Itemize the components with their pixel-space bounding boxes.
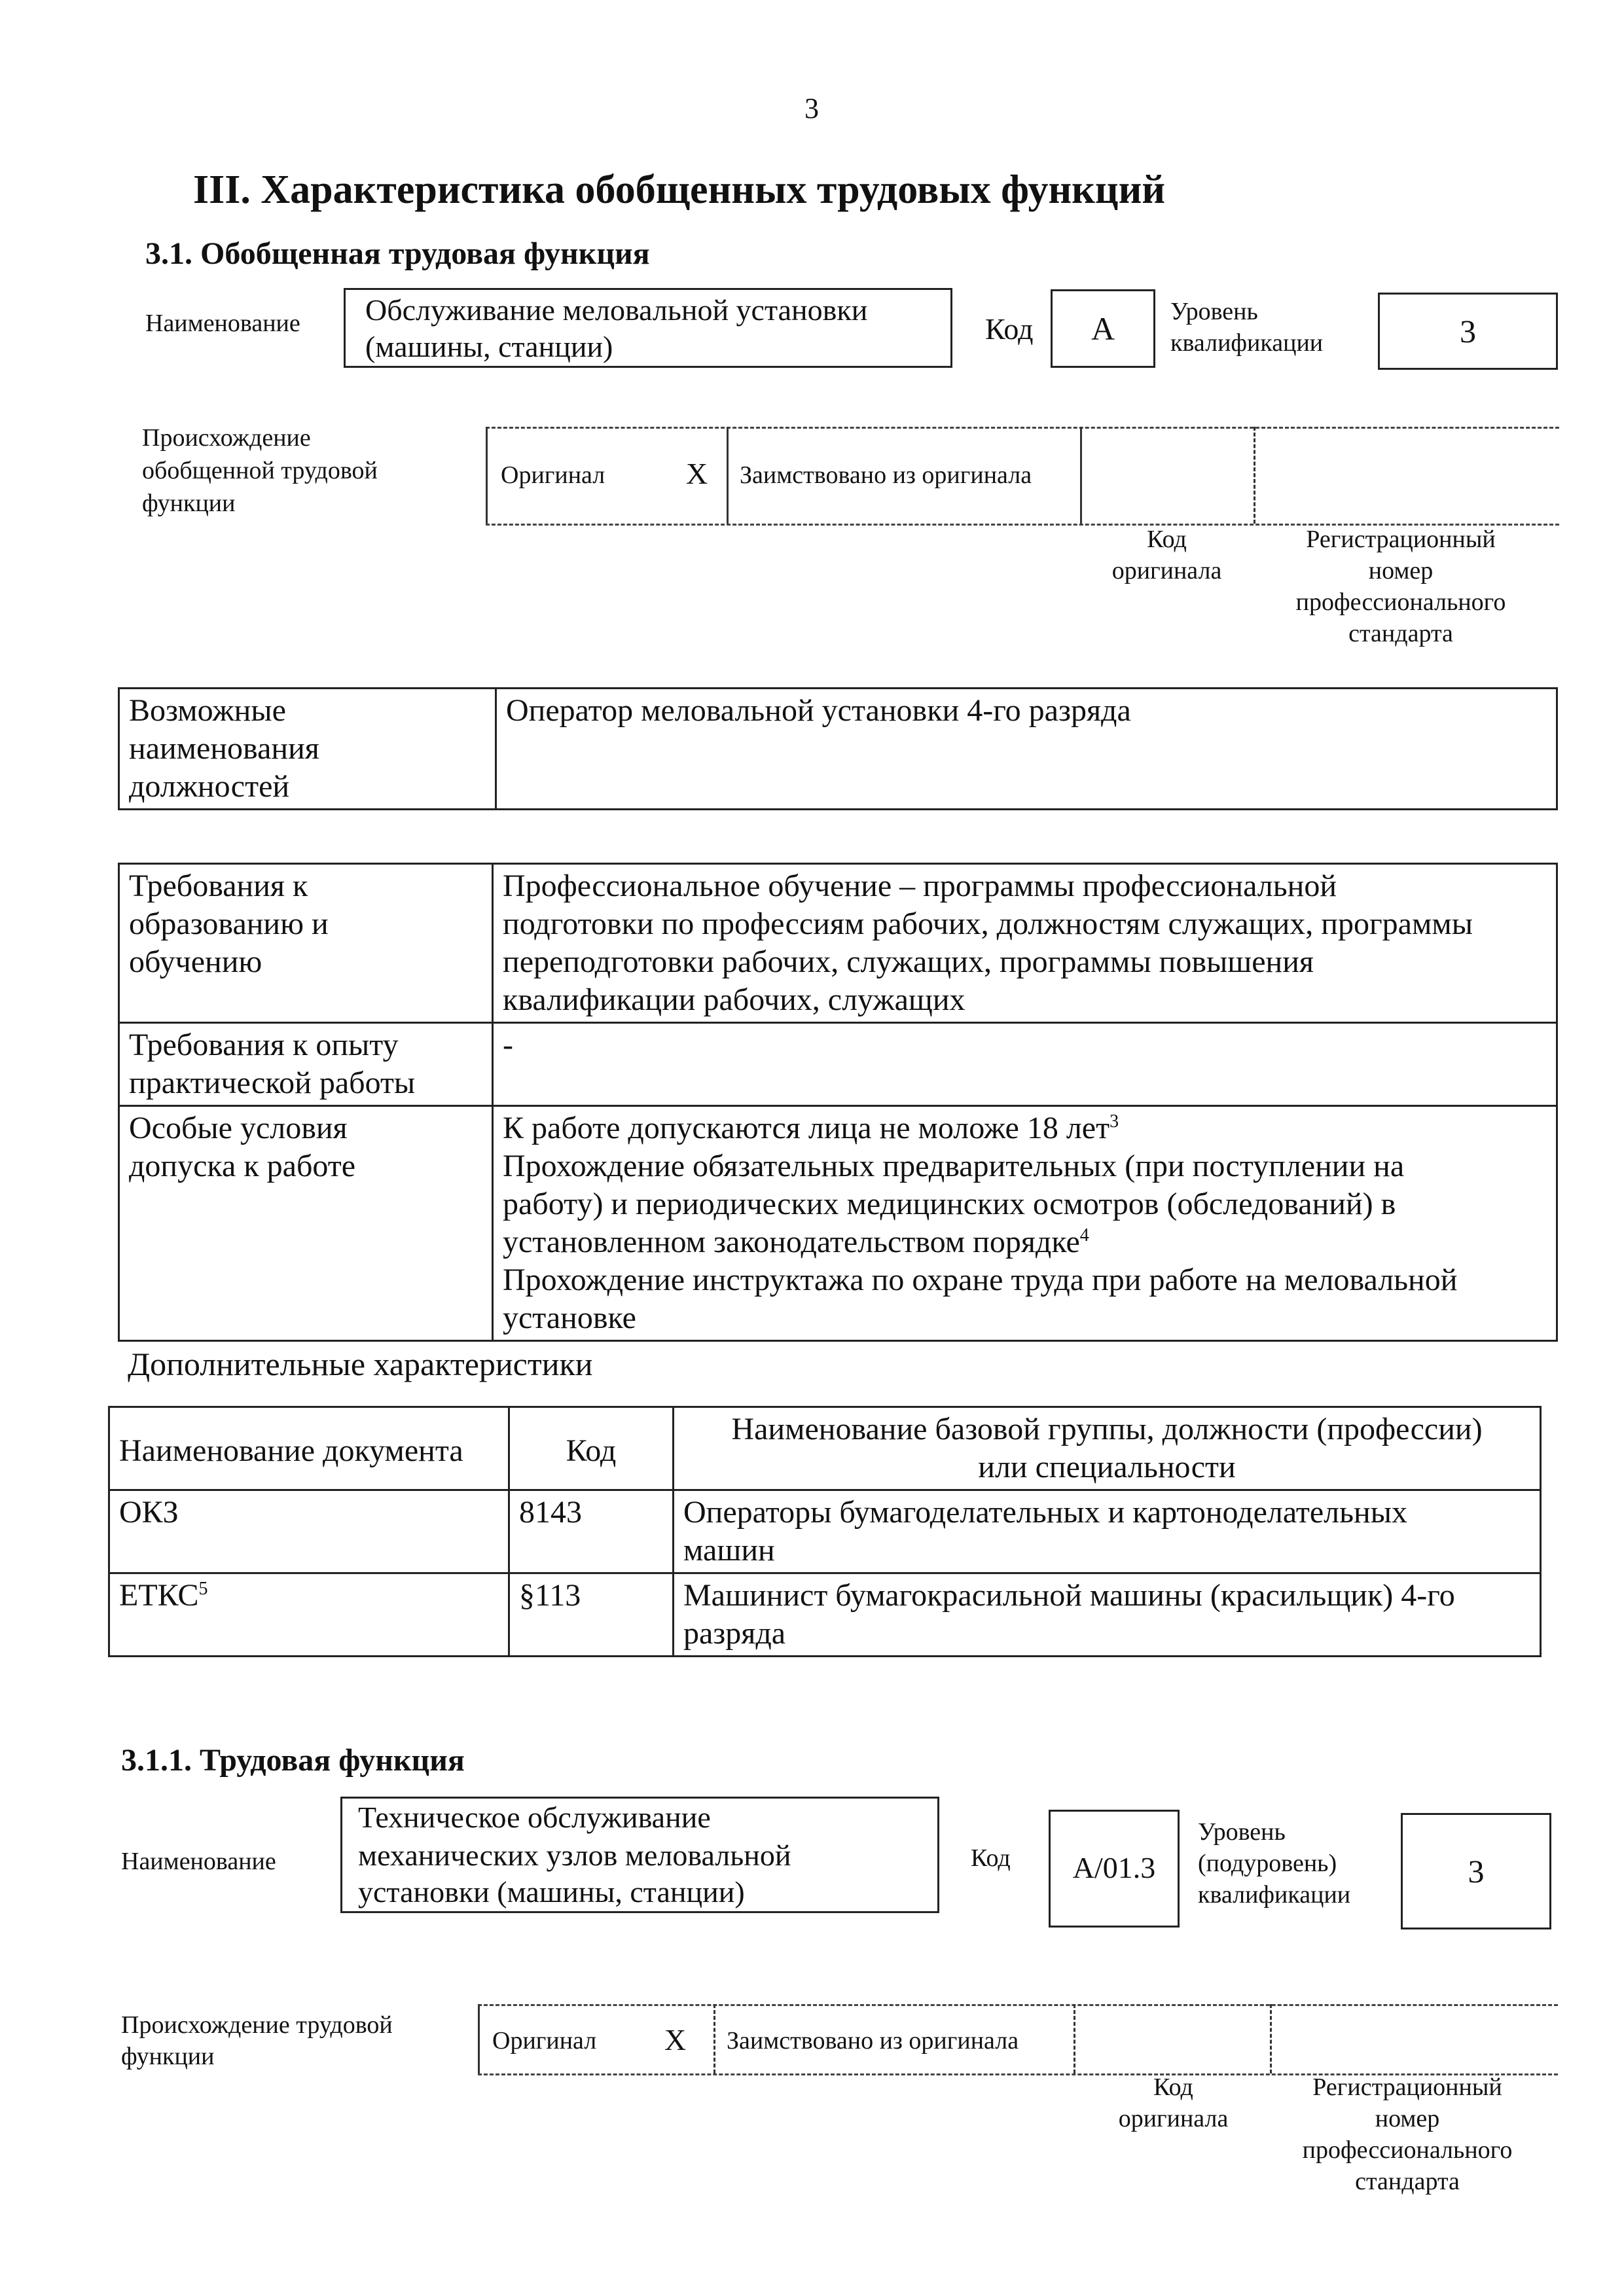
gtf-origin-divider-3: [1080, 427, 1082, 524]
tf-orig-code-line2: оригинала: [1118, 2105, 1229, 2132]
tf-borrowed-label: Заимствовано из оригинала: [727, 2027, 1019, 2054]
tf-origin-divider-2: [713, 2004, 715, 2073]
tf-level-value: 3: [1401, 1813, 1551, 1929]
exp-label-line1: Требования к опыту: [129, 1028, 399, 1062]
gtf-reg-caption: [1263, 524, 1538, 649]
cond-value-line5: Прохождение инструктажа по охране труда при работе на меловальной: [503, 1263, 1458, 1297]
row-doc: ОКЗ: [119, 1495, 179, 1530]
exp-label-line2: практической работы: [129, 1066, 416, 1100]
tf-origin-divider-1: [478, 2004, 480, 2073]
additional-table: [108, 1406, 1542, 1657]
exp-row: [119, 1023, 1557, 1106]
tf-level-label-line1: Уровень: [1198, 1818, 1286, 1846]
gtf-orig-code-line1: Код: [1147, 526, 1187, 553]
tf-reg-line4: стандарта: [1355, 2168, 1460, 2195]
cond-value-line2: Прохождение обязательных предварительных (при поступлении на: [503, 1149, 1405, 1183]
row-name-line1: Операторы бумагоделательных и картоноделательных: [683, 1495, 1407, 1530]
gtf-origin-label-line3: функции: [142, 490, 236, 517]
gtf-reg-line3: профессионального: [1295, 588, 1506, 616]
gtf-level-label-line2: квалификации: [1170, 329, 1324, 357]
row-name-line1: Машинист бумагокрасильной машины (красильщик) 4-го: [683, 1578, 1455, 1613]
row-code: §113: [519, 1578, 581, 1613]
tf-origin-top-border: [478, 2004, 1558, 2006]
additional-header-row: [109, 1407, 1541, 1490]
tf-level-label-line2: (подуровень): [1198, 1850, 1337, 1877]
table-row: [109, 1490, 1541, 1573]
edu-value-line3: переподготовки рабочих, служащих, программы повышения: [503, 944, 1314, 979]
positions-row: [119, 689, 1557, 810]
positions-label-line2: наименования: [129, 731, 319, 766]
page-number: 3: [804, 92, 819, 124]
gtf-origin-label-line2: обобщенной трудовой: [142, 457, 378, 484]
cond-label-cell: [119, 1106, 493, 1341]
cond-value-cell: [493, 1106, 1557, 1341]
edu-value-line1: Профессиональное обучение – программы профессиональной: [503, 869, 1337, 903]
cond-label-line1: Особые условия: [129, 1111, 348, 1145]
positions-label-cell: [119, 689, 496, 810]
row-name-cell: [674, 1490, 1541, 1573]
edu-value-line4: квалификации рабочих, служащих: [503, 982, 965, 1017]
requirements-table: [118, 863, 1558, 1342]
cond-row: [119, 1106, 1557, 1341]
gtf-borrowed-label: Заимствовано из оригинала: [740, 461, 1032, 489]
tf-orig-code-line1: Код: [1153, 2073, 1193, 2101]
row-code: 8143: [519, 1495, 582, 1530]
footnote-ref-5: 5: [198, 1579, 208, 1599]
tf-level-label-line3: квалификации: [1198, 1881, 1351, 1909]
row-doc-cell: [109, 1490, 509, 1573]
positions-value: Оператор меловальной установки 4-го разряда: [506, 693, 1131, 728]
exp-value-cell: [493, 1023, 1557, 1106]
row-doc-cell: [109, 1573, 509, 1657]
gtf-origin-divider-4: [1254, 427, 1255, 524]
cond-value-line4-wrap: [503, 1223, 1547, 1261]
col-name-label-line1: Наименование базовой группы, должности (профессии): [731, 1412, 1483, 1446]
edu-value-line2: подготовки по профессиям рабочих, должностям служащих, программы: [503, 906, 1473, 941]
edu-label-cell: [119, 864, 493, 1023]
gtf-original-label: Оригинал: [501, 461, 605, 489]
tf-name-value-line3: установки (машины, станции): [358, 1875, 745, 1909]
exp-label-cell: [119, 1023, 493, 1106]
col-doc-label: Наименование документа: [119, 1433, 463, 1468]
gtf-orig-code-caption: [1080, 524, 1254, 586]
positions-value-cell: [496, 689, 1557, 810]
tf-orig-code-caption: [1087, 2072, 1260, 2134]
tf-original-mark: X: [664, 2023, 687, 2056]
col-name-label-line2: или специальности: [978, 1450, 1236, 1484]
tf-name-value-line1: Техническое обслуживание: [358, 1801, 711, 1834]
cond-value-line1: К работе допускаются лица не моложе 18 лет: [503, 1111, 1110, 1145]
tf-origin-divider-3: [1074, 2004, 1075, 2073]
gtf-level-label-line1: Уровень: [1170, 298, 1258, 325]
tf-reg-line3: профессионального: [1302, 2136, 1513, 2164]
col-code-label: Код: [566, 1433, 617, 1468]
positions-label-line1: Возможные: [129, 693, 286, 728]
edu-label-line2: образованию и: [129, 906, 329, 941]
gtf-reg-line1: Регистрационный: [1306, 526, 1496, 553]
tf-code-value: А/01.3: [1049, 1810, 1180, 1928]
tf-name-label: Наименование: [121, 1848, 276, 1875]
row-doc: ЕТКС: [119, 1578, 199, 1613]
gtf-origin-divider-1: [486, 427, 488, 524]
edu-value-cell: [493, 864, 1557, 1023]
gtf-reg-line4: стандарта: [1348, 620, 1453, 647]
row-name-cell: [674, 1573, 1541, 1657]
positions-table: [118, 687, 1558, 810]
row-code-cell: [509, 1573, 674, 1657]
edu-label-line1: Требования к: [129, 869, 308, 903]
col-code-header: [509, 1407, 674, 1490]
edu-label-line3: обучению: [129, 944, 262, 979]
tf-origin-label-line2: функции: [121, 2043, 215, 2070]
col-doc-header: [109, 1407, 509, 1490]
cond-value-line4: установленном законодательством порядке: [503, 1225, 1080, 1259]
gtf-name-box: [344, 288, 952, 368]
section-title: III. Характеристика обобщенных трудовых функций: [193, 168, 1166, 212]
row-code-cell: [509, 1490, 674, 1573]
gtf-name-value-line1: Обслуживание меловальной установки: [365, 293, 868, 327]
col-name-header: [674, 1407, 1541, 1490]
gtf-original-mark: X: [686, 457, 708, 490]
tf-reg-line2: номер: [1375, 2105, 1440, 2132]
exp-value: -: [503, 1028, 513, 1062]
gtf-origin-top-border: [486, 427, 1559, 429]
cond-value-line6: установке: [503, 1300, 636, 1335]
gtf-level-value: 3: [1378, 293, 1558, 370]
tf-reg-line1: Регистрационный: [1312, 2073, 1502, 2101]
tf-original-label: Оригинал: [492, 2027, 597, 2054]
tf-reg-caption: [1270, 2072, 1545, 2197]
tf-name-value-line2: механических узлов меловальной: [358, 1839, 791, 1872]
tf-name-box: [340, 1797, 939, 1913]
gtf-orig-code-line2: оригинала: [1111, 557, 1222, 584]
edu-row: [119, 864, 1557, 1023]
tf-origin-label-line1: Происхождение трудовой: [121, 2011, 393, 2039]
additional-heading: Дополнительные характеристики: [128, 1346, 593, 1382]
cond-value-line3: работу) и периодических медицинских осмотров (обследований) в: [503, 1187, 1396, 1221]
row-name-line2: разряда: [683, 1616, 786, 1651]
gtf-heading: 3.1. Обобщенная трудовая функция: [145, 236, 650, 271]
table-row: [109, 1573, 1541, 1657]
gtf-code-value: А: [1051, 289, 1155, 368]
cond-label-line2: допуска к работе: [129, 1149, 356, 1183]
gtf-code-label: Код: [985, 312, 1034, 346]
gtf-reg-line2: номер: [1368, 557, 1434, 584]
tf-code-label: Код: [971, 1844, 1011, 1872]
gtf-origin-label-line1: Происхождение: [142, 424, 311, 452]
row-name-line2: машин: [683, 1533, 775, 1568]
footnote-ref-4: 4: [1079, 1225, 1089, 1246]
gtf-name-value-line2: (машины, станции): [365, 330, 613, 363]
tf-heading: 3.1.1. Трудовая функция: [121, 1743, 465, 1778]
footnote-ref-3: 3: [1110, 1111, 1119, 1132]
cond-value-line1-wrap: [503, 1109, 1547, 1147]
tf-origin-divider-4: [1270, 2004, 1272, 2073]
gtf-origin-divider-2: [727, 427, 729, 524]
gtf-name-label: Наименование: [145, 310, 300, 337]
positions-label-line3: должностей: [129, 769, 290, 804]
